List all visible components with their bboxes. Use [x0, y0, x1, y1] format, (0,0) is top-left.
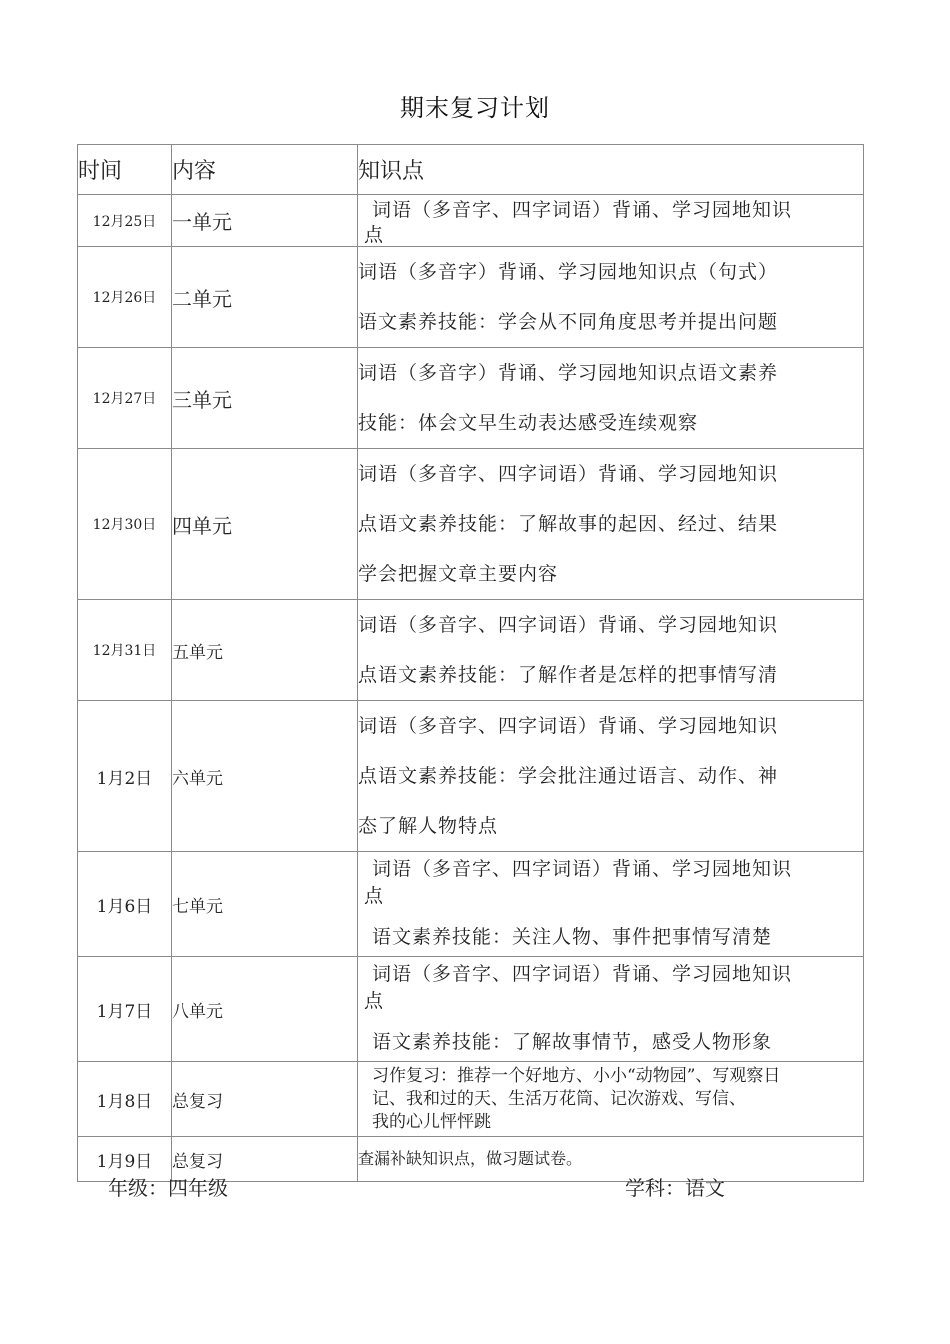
- table-row: [78, 701, 864, 852]
- points-line: 语文素养技能：学会从不同角度思考并提出问题: [358, 311, 779, 333]
- table-header-row: [78, 145, 864, 195]
- row-date: 12月30日: [78, 449, 172, 600]
- points-line: 态了解人物特点: [358, 815, 499, 837]
- row-points: [358, 1137, 864, 1182]
- header-content: 内容: [172, 145, 358, 195]
- row-unit: 四单元: [172, 449, 358, 600]
- points-line: 点: [364, 990, 385, 1012]
- row-date: 1月8日: [78, 1062, 172, 1137]
- row-date: 1月9日: [78, 1137, 172, 1182]
- points-line: 点: [364, 224, 385, 243]
- points-line: 学会把握文章主要内容: [358, 563, 559, 585]
- row-points: [358, 348, 864, 449]
- points-line: 点: [364, 885, 385, 907]
- points-line: 词语（多音字、四字词语）背诵、学习园地知识: [372, 199, 793, 221]
- row-date: 12月25日: [78, 195, 172, 247]
- points-line: 词语（多音字）背诵、学习园地知识点（句式）: [358, 261, 779, 283]
- table-row: [78, 600, 864, 701]
- points-line: 词语（多音字、四字词语）背诵、学习园地知识: [372, 963, 793, 985]
- points-line: 查漏补缺知识点，做习题试卷。: [358, 1149, 583, 1168]
- review-plan-table: [77, 144, 864, 1182]
- row-points: [358, 852, 864, 957]
- points-line: 词语（多音字、四字词语）背诵、学习园地知识: [358, 715, 779, 737]
- points-line: 词语（多音字）背诵、学习园地知识点语文素养: [358, 362, 779, 384]
- points-line: 技能：体会文早生动表达感受连续观察: [358, 412, 699, 434]
- row-points: [358, 600, 864, 701]
- row-date: 12月27日: [78, 348, 172, 449]
- row-date: 12月31日: [78, 600, 172, 701]
- table-row: [78, 247, 864, 348]
- row-date: 1月2日: [78, 701, 172, 852]
- row-date: 1月6日: [78, 852, 172, 957]
- table-row: [78, 852, 864, 957]
- points-line: 词语（多音字、四字词语）背诵、学习园地知识: [358, 463, 779, 485]
- row-unit: 六单元: [172, 701, 358, 852]
- points-line: 点语文素养技能：学会批注通过语言、动作、神: [358, 765, 779, 787]
- table-row: [78, 195, 864, 247]
- table-row: [78, 957, 864, 1062]
- points-line: 点语文素养技能：了解故事的起因、经过、结果: [358, 513, 779, 535]
- points-line: 语文素养技能：了解故事情节，感受人物形象: [372, 1031, 773, 1053]
- table-row: [78, 1062, 864, 1137]
- points-line: 我的心儿怦怦跳: [372, 1111, 491, 1132]
- row-points: [358, 701, 864, 852]
- table-row: [78, 449, 864, 600]
- row-date: 1月7日: [78, 957, 172, 1062]
- points-line: 点语文素养技能：了解作者是怎样的把事情写清: [358, 664, 779, 686]
- points-line: 语文素养技能：关注人物、事件把事情写清楚: [372, 926, 773, 948]
- row-date: 12月26日: [78, 247, 172, 348]
- row-unit: 二单元: [172, 247, 358, 348]
- row-points: [358, 449, 864, 600]
- footer-subject: 学科：语文: [625, 1176, 725, 1200]
- row-unit: 一单元: [172, 195, 358, 247]
- row-points: [358, 1062, 864, 1137]
- row-unit: 八单元: [172, 957, 358, 1062]
- row-points: [358, 957, 864, 1062]
- points-line: 词语（多音字、四字词语）背诵、学习园地知识: [358, 614, 779, 636]
- row-unit: 总复习: [172, 1062, 358, 1137]
- row-points: [358, 247, 864, 348]
- header-time: 时间: [78, 145, 172, 195]
- points-line: 记、我和过的天、生活万花筒、记次游戏、写信、: [372, 1088, 746, 1109]
- points-line: 习作复习：推荐一个好地方、小小“动物园”、写观察日: [372, 1065, 781, 1086]
- row-points: [358, 195, 864, 247]
- row-unit: 七单元: [172, 852, 358, 957]
- table-row: [78, 348, 864, 449]
- points-line: 词语（多音字、四字词语）背诵、学习园地知识: [372, 858, 793, 880]
- header-points: 知识点: [358, 145, 864, 195]
- page-title: 期末复习计划: [400, 94, 550, 122]
- footer-grade: 年级：四年级: [108, 1176, 228, 1200]
- row-unit: 五单元: [172, 600, 358, 701]
- row-unit: 总复习: [172, 1137, 358, 1182]
- row-unit: 三单元: [172, 348, 358, 449]
